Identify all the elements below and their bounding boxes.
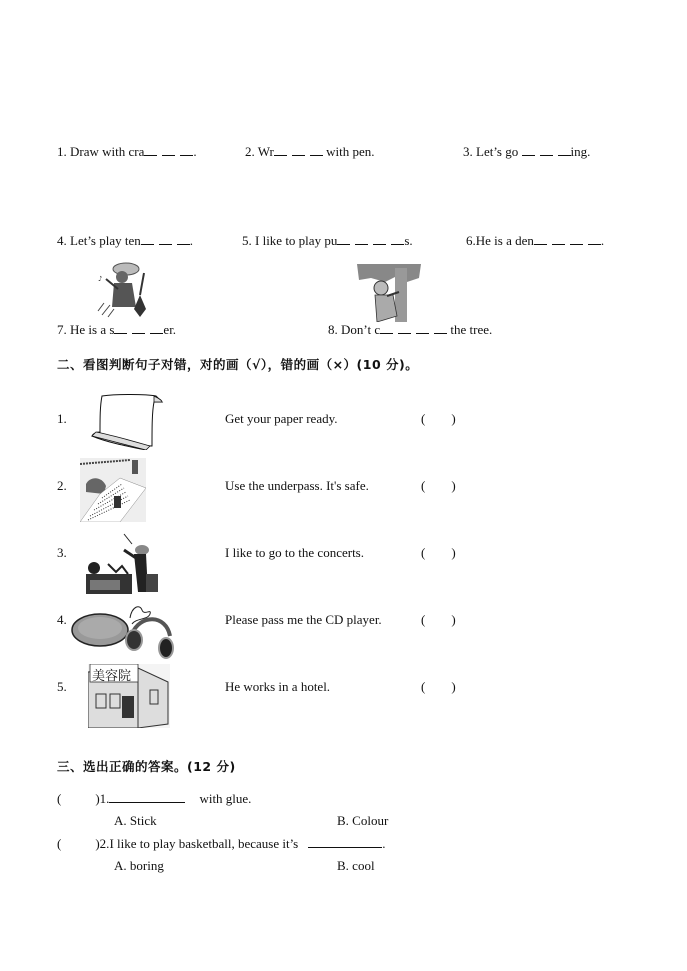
- cd-player-headphones-picture: [70, 600, 174, 660]
- section-3-title: 三、选出正确的答案。(12 分): [57, 759, 236, 774]
- letter-blank[interactable]: [274, 145, 287, 156]
- tf-sentence: Please pass me the CD player.: [225, 612, 382, 627]
- item-text: Let’s go: [476, 144, 522, 159]
- fill-item-4: [57, 233, 193, 249]
- letter-blank[interactable]: [398, 323, 411, 334]
- item-number: 3.: [463, 144, 473, 159]
- letter-blank[interactable]: [570, 234, 583, 245]
- answer-parentheses[interactable]: ( ): [421, 545, 456, 560]
- letter-blank[interactable]: [132, 323, 145, 334]
- item-text: Draw with cra: [70, 144, 145, 159]
- item-text-after: er.: [163, 322, 177, 337]
- tf-item-number: 3.: [57, 545, 67, 560]
- item-text-after: .: [193, 144, 197, 159]
- answer-open-paren[interactable]: (: [57, 836, 62, 851]
- singer-guitar-picture: [92, 259, 152, 319]
- letter-blank[interactable]: [310, 145, 323, 156]
- item-number: 2.: [245, 144, 255, 159]
- answer-parentheses[interactable]: ( ): [421, 612, 456, 627]
- letter-blank[interactable]: [373, 234, 386, 245]
- item-text-after: the tree.: [447, 322, 493, 337]
- letter-blank[interactable]: [150, 323, 163, 334]
- answer-blank[interactable]: [308, 837, 382, 848]
- section-2-title: 二、看图判断句子对错，对的画（√），错的画（×）(10 分)。: [57, 357, 419, 372]
- tf-sentence: He works in a hotel.: [225, 679, 331, 694]
- item-text-after: .: [600, 233, 605, 248]
- salon-sign: 美容院: [92, 669, 132, 684]
- letter-blank[interactable]: [141, 234, 154, 245]
- option-a[interactable]: A. Stick: [114, 813, 157, 828]
- item-text: I like to play pu: [255, 233, 338, 248]
- answer-parentheses[interactable]: ( ): [421, 411, 456, 426]
- letter-blank[interactable]: [292, 145, 305, 156]
- item-text-after: s.: [404, 233, 413, 248]
- answer-blank[interactable]: [109, 792, 185, 803]
- letter-blank[interactable]: [380, 323, 393, 334]
- paper-scroll-picture: [86, 392, 166, 450]
- tf-item-number: 1.: [57, 411, 67, 426]
- letter-blank[interactable]: [558, 145, 571, 156]
- letter-blank[interactable]: [159, 234, 172, 245]
- question-text: with glue.: [199, 791, 252, 806]
- fill-item-2: [245, 144, 375, 160]
- item-text: He is a s: [70, 322, 115, 337]
- question-number: )2.: [95, 836, 110, 851]
- item-text-after: .: [189, 233, 194, 248]
- item-text: Let’s play ten: [70, 233, 141, 248]
- tf-sentence: I like to go to the concerts.: [225, 545, 364, 560]
- item-number: 6.: [466, 233, 476, 248]
- letter-blank[interactable]: [391, 234, 404, 245]
- item-text: Don’t c: [341, 322, 381, 337]
- letter-blank[interactable]: [588, 234, 601, 245]
- letter-blank[interactable]: [434, 323, 447, 334]
- item-number: 4.: [57, 233, 67, 248]
- item-text: Wr: [257, 144, 274, 159]
- item-text-after: with pen.: [322, 144, 375, 159]
- letter-blank[interactable]: [522, 145, 535, 156]
- fill-item-1: [57, 144, 197, 160]
- boy-climbing-tree-picture: [357, 262, 421, 322]
- letter-blank[interactable]: [416, 323, 429, 334]
- question-text: I like to play basketball, because it’s: [109, 836, 299, 851]
- tf-item-number: 2.: [57, 478, 67, 493]
- item-text-after: ing.: [570, 144, 591, 159]
- tf-sentence: Use the underpass. It's safe.: [225, 478, 369, 493]
- option-b[interactable]: B. cool: [337, 858, 375, 873]
- letter-blank[interactable]: [162, 145, 175, 156]
- letter-blank[interactable]: [534, 234, 547, 245]
- letter-blank[interactable]: [114, 323, 127, 334]
- answer-open-paren[interactable]: (: [57, 791, 62, 806]
- fill-item-8: [328, 322, 492, 338]
- option-a[interactable]: A. boring: [114, 858, 164, 873]
- fill-item-3: [463, 144, 590, 160]
- beauty-salon-picture: [88, 664, 170, 728]
- letter-blank[interactable]: [144, 145, 157, 156]
- crosswalk-picture: [80, 458, 146, 522]
- letter-blank[interactable]: [540, 145, 553, 156]
- item-text: He is a den: [475, 233, 534, 248]
- answer-parentheses[interactable]: ( ): [421, 679, 456, 694]
- item-number: 7.: [57, 322, 67, 337]
- question-end: .: [382, 836, 386, 851]
- fill-item-5: [242, 233, 413, 249]
- item-number: 8.: [328, 322, 338, 337]
- tf-sentence: Get your paper ready.: [225, 411, 338, 426]
- fill-item-6: [466, 233, 604, 249]
- svg-text:♪: ♪: [98, 275, 103, 283]
- tf-item-number: 5.: [57, 679, 67, 694]
- question-number: )1.: [95, 791, 110, 806]
- tf-item-number: 4.: [57, 612, 67, 627]
- letter-blank[interactable]: [177, 234, 190, 245]
- mc-question-1: [57, 791, 251, 807]
- item-number: 5.: [242, 233, 252, 248]
- fill-item-7: [57, 322, 176, 338]
- letter-blank[interactable]: [552, 234, 565, 245]
- mc-question-2: [57, 836, 386, 852]
- letter-blank[interactable]: [337, 234, 350, 245]
- letter-blank[interactable]: [180, 145, 193, 156]
- letter-blank[interactable]: [355, 234, 368, 245]
- option-b[interactable]: B. Colour: [337, 813, 389, 828]
- item-number: 1.: [57, 144, 67, 159]
- answer-parentheses[interactable]: ( ): [421, 478, 456, 493]
- orchestra-conductor-picture: [82, 530, 160, 598]
